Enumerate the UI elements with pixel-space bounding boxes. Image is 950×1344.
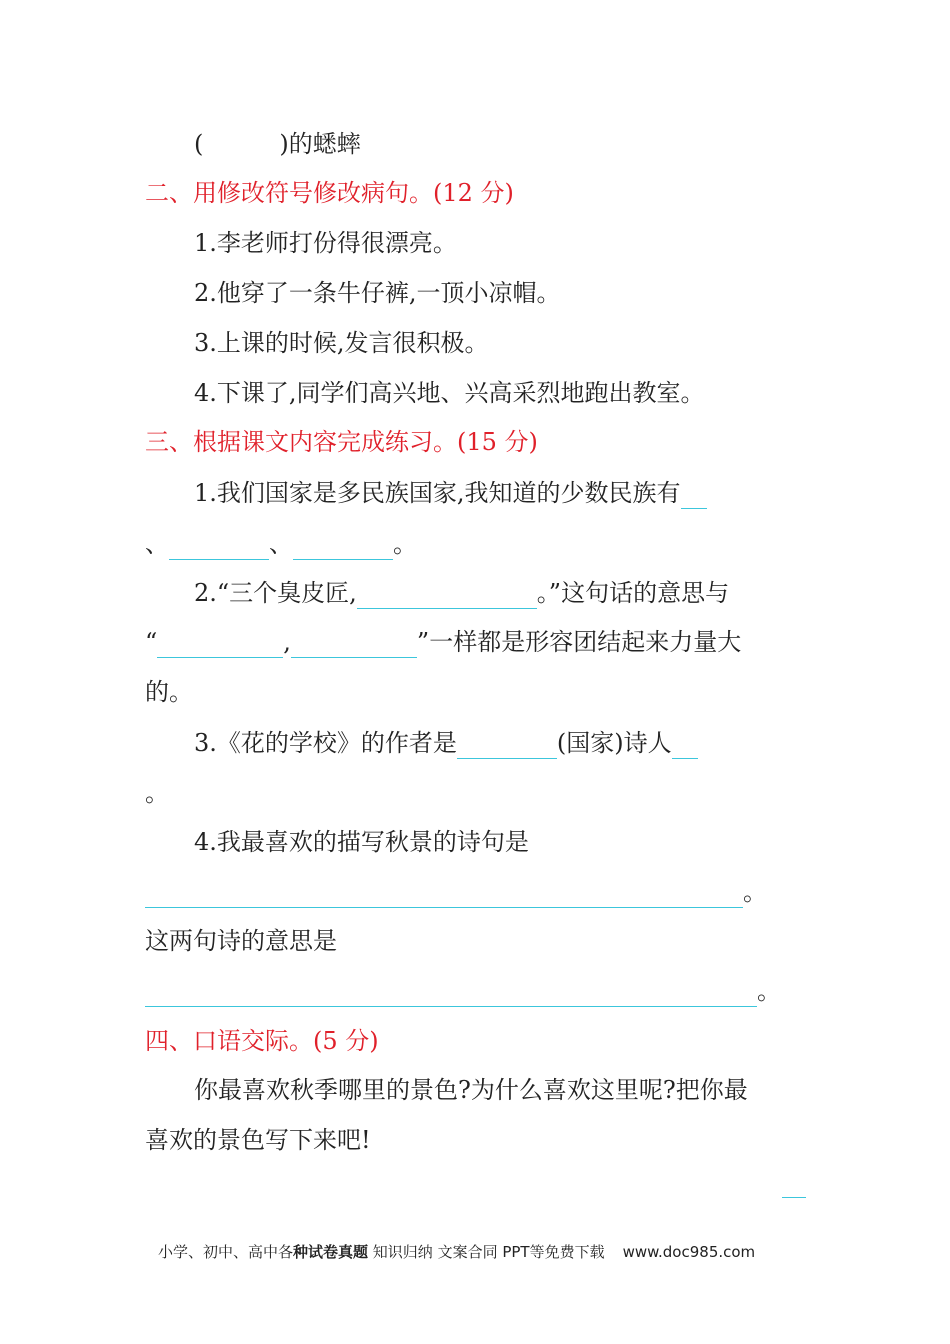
q1-end: 。 [393, 530, 417, 558]
q2-line-2 [145, 626, 741, 658]
q2-text-b: 。”这句话的意思与 [536, 579, 730, 607]
q3-blank-country[interactable] [457, 732, 557, 759]
footer-text-1: 小学、初中、高中各 [158, 1243, 294, 1261]
fill-item-cricket [194, 128, 361, 160]
footer-url[interactable]: www.doc985.com [622, 1243, 756, 1261]
q4-text: 4.我最喜欢的描写秋景的诗句是 [194, 828, 529, 856]
q2-open-quote: “ [145, 628, 158, 656]
q1-blank-1[interactable] [681, 482, 707, 509]
q2-text-d: 的。 [145, 678, 193, 706]
q4-blank-meaning[interactable] [145, 980, 757, 1007]
q2-blank-3[interactable] [291, 631, 417, 658]
footer-bold: 种试卷真题 [293, 1243, 369, 1261]
section4-heading: 四、口语交际。(5 分) [145, 1027, 379, 1055]
q3-text-a: 3.《花的学校》的作者是 [194, 729, 457, 757]
q1-sep-2: 、 [269, 530, 293, 558]
section2-item: 3.上课的时候,发言很积极。 [194, 329, 489, 357]
section3-heading: 三、根据课文内容完成练习。(15 分) [145, 428, 538, 456]
open-paren: ( [194, 130, 204, 158]
close-text: )的蟋蟀 [279, 130, 361, 158]
q2-line-1 [194, 577, 729, 609]
q3-blank-poet[interactable] [672, 732, 698, 759]
writing-blank-line[interactable] [782, 1197, 806, 1198]
q2-text-c: ”一样都是形容团结起来力量大 [416, 628, 742, 656]
q1-continuation [145, 528, 417, 560]
section2-heading: 二、用修改符号修改病句。(12 分) [145, 179, 514, 207]
q4-meaning-label: 这两句诗的意思是 [145, 927, 337, 955]
section4-prompt-2: 喜欢的景色写下来吧! [145, 1126, 371, 1154]
q4-blank-poem[interactable] [145, 881, 743, 908]
q2-comma: , [283, 628, 291, 656]
q1-line [194, 477, 707, 509]
footer-banner [158, 1241, 755, 1263]
section4-prompt-1: 你最喜欢秋季哪里的景色?为什么喜欢这里呢?把你最 [194, 1076, 748, 1104]
q3-end: 。 [145, 779, 169, 807]
q4-meaning-line [145, 975, 781, 1007]
q4-answer-line [145, 876, 767, 908]
section2-item: 2.他穿了一条牛仔裤,一顶小凉帽。 [194, 279, 561, 307]
section2-item: 4.下课了,同学们高兴地、兴高采烈地跑出教室。 [194, 379, 705, 407]
q1-sep-1: 、 [145, 530, 169, 558]
footer-text-2: 知识归纳 文案合同 PPT等免费下载 [368, 1243, 605, 1261]
q2-blank-1[interactable] [357, 582, 537, 609]
q4-end-2: 。 [757, 977, 781, 1005]
q1-blank-2[interactable] [169, 533, 269, 560]
q3-text-b: (国家)诗人 [556, 729, 672, 757]
q1-text: 1.我们国家是多民族国家,我知道的少数民族有 [194, 479, 681, 507]
q1-blank-3[interactable] [293, 533, 393, 560]
q4-end-1: 。 [743, 878, 767, 906]
q2-blank-2[interactable] [157, 631, 283, 658]
q3-line [194, 727, 698, 759]
q2-text-a: 2.“三个臭皮匠, [194, 579, 357, 607]
section2-item: 1.李老师打份得很漂亮。 [194, 229, 457, 257]
